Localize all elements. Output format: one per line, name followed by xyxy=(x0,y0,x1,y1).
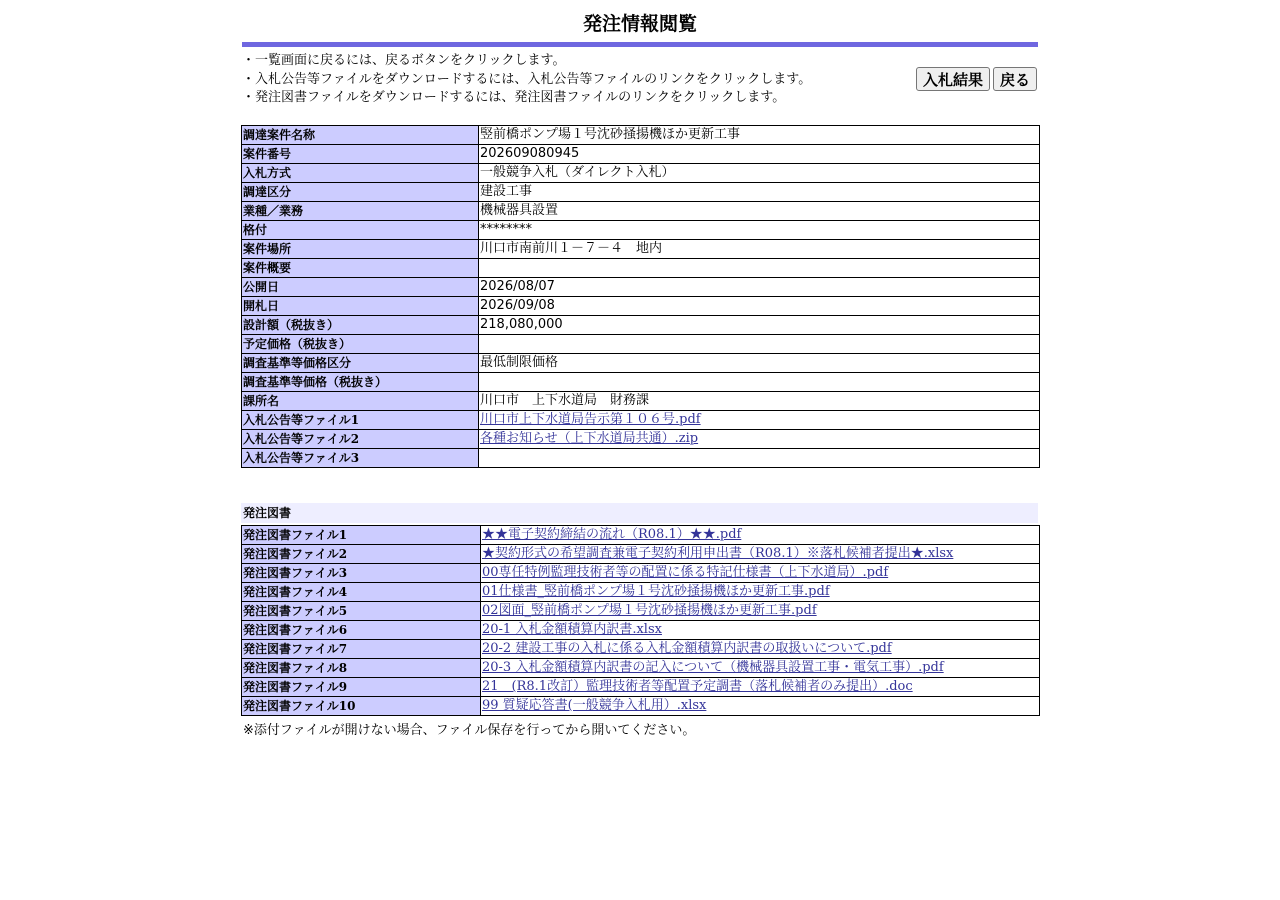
row-label: 入札公告等ファイル1 xyxy=(242,411,479,430)
row-value: 最低制限価格 xyxy=(479,354,1040,373)
file-download-link[interactable]: 99 質疑応答書(一般競争入札用）.xlsx xyxy=(482,698,707,713)
table-row xyxy=(242,392,1040,411)
table-row xyxy=(242,335,1040,354)
row-value: 一般競争入札（ダイレクト入札） xyxy=(479,164,1040,183)
row-label: 調査基準等価格（税抜き） xyxy=(242,373,479,392)
table-row xyxy=(242,297,1040,316)
row-value xyxy=(481,659,1040,678)
table-row xyxy=(242,259,1040,278)
row-value xyxy=(479,449,1040,468)
row-label: 発注図書ファイル3 xyxy=(242,564,481,583)
instruction-line: ・一覧画面に戻るには、戻るボタンをクリックします。 xyxy=(242,53,566,68)
file-download-link[interactable]: 21 (R8.1改訂）監理技術者等配置予定調書（落札候補者のみ提出）.doc xyxy=(482,679,913,694)
row-label: 開札日 xyxy=(242,297,479,316)
documents-section-heading: 発注図書 xyxy=(241,503,1038,523)
row-label: 入札公告等ファイル3 xyxy=(242,449,479,468)
row-label: 発注図書ファイル6 xyxy=(242,621,481,640)
table-row xyxy=(242,449,1040,468)
table-row xyxy=(242,697,1040,716)
row-value: 川口市南前川１－７－４ 地内 xyxy=(479,240,1040,259)
row-value: 202609080945 xyxy=(479,145,1040,164)
table-row xyxy=(242,564,1040,583)
table-row xyxy=(242,545,1040,564)
file-download-link[interactable]: 川口市上下水道局告示第１０６号.pdf xyxy=(480,412,701,427)
row-label: 発注図書ファイル1 xyxy=(242,526,481,545)
row-value xyxy=(479,430,1040,449)
row-label: 発注図書ファイル2 xyxy=(242,545,481,564)
row-value xyxy=(479,335,1040,354)
table-row xyxy=(242,602,1040,621)
row-label: 発注図書ファイル7 xyxy=(242,640,481,659)
row-label: 設計額（税抜き） xyxy=(242,316,479,335)
row-value: 竪前橋ポンプ場１号沈砂掻揚機ほか更新工事 xyxy=(479,126,1040,145)
row-value: ******** xyxy=(479,221,1040,240)
table-row xyxy=(242,526,1040,545)
table-row xyxy=(242,126,1040,145)
row-value: 川口市 上下水道局 財務課 xyxy=(479,392,1040,411)
table-row xyxy=(242,583,1040,602)
file-download-link[interactable]: ★★電子契約締結の流れ（R08.1）★★.pdf xyxy=(482,527,742,542)
table-row xyxy=(242,640,1040,659)
file-download-link[interactable]: 00専任特例監理技術者等の配置に係る特記仕様書（上下水道局）.pdf xyxy=(482,565,889,580)
table-row xyxy=(242,659,1040,678)
row-value: 建設工事 xyxy=(479,183,1040,202)
row-value: 2026/08/07 xyxy=(479,278,1040,297)
page-container xyxy=(241,0,1039,738)
table-row xyxy=(242,316,1040,335)
file-download-link[interactable]: ★契約形式の希望調査兼電子契約利用申出書（R08.1）※落札候補者提出★.xlsx xyxy=(482,546,954,561)
row-value: 218,080,000 xyxy=(479,316,1040,335)
row-value xyxy=(481,583,1040,602)
action-buttons xyxy=(913,67,1037,91)
row-value xyxy=(481,678,1040,697)
row-label: 発注図書ファイル5 xyxy=(242,602,481,621)
row-value xyxy=(481,564,1040,583)
bid-result-button[interactable]: 入札結果 xyxy=(916,67,990,91)
details-table xyxy=(241,125,1040,468)
row-value xyxy=(479,411,1040,430)
instruction-line: ・発注図書ファイルをダウンロードするには、発注図書ファイルのリンクをクリックします。 xyxy=(242,90,786,105)
row-value: 機械器具設置 xyxy=(479,202,1040,221)
table-row xyxy=(242,411,1040,430)
row-label: 格付 xyxy=(242,221,479,240)
table-row xyxy=(242,164,1040,183)
row-label: 発注図書ファイル10 xyxy=(242,697,481,716)
row-label: 入札公告等ファイル2 xyxy=(242,430,479,449)
table-row xyxy=(242,621,1040,640)
table-row xyxy=(242,373,1040,392)
row-label: 入札方式 xyxy=(242,164,479,183)
row-label: 業種／業務 xyxy=(242,202,479,221)
row-label: 調査基準等価格区分 xyxy=(242,354,479,373)
row-label: 調達区分 xyxy=(242,183,479,202)
row-label: 調達案件名称 xyxy=(242,126,479,145)
table-row xyxy=(242,278,1040,297)
row-label: 案件概要 xyxy=(242,259,479,278)
file-download-link[interactable]: 20-1 入札金額積算内訳書.xlsx xyxy=(482,622,662,637)
row-label: 発注図書ファイル9 xyxy=(242,678,481,697)
table-row xyxy=(242,678,1040,697)
row-label: 発注図書ファイル4 xyxy=(242,583,481,602)
row-value xyxy=(479,259,1040,278)
title-divider xyxy=(242,42,1038,47)
file-download-link[interactable]: 01仕様書_竪前橋ポンプ場１号沈砂掻揚機ほか更新工事.pdf xyxy=(482,584,830,599)
file-download-link[interactable]: 20-2 建設工事の入札に係る入札金額積算内訳書の取扱いについて.pdf xyxy=(482,641,892,656)
table-row xyxy=(242,240,1040,259)
row-value xyxy=(481,621,1040,640)
row-value xyxy=(481,526,1040,545)
row-value xyxy=(481,545,1040,564)
file-download-link[interactable]: 02図面_竪前橋ポンプ場１号沈砂掻揚機ほか更新工事.pdf xyxy=(482,603,817,618)
table-row xyxy=(242,183,1040,202)
documents-table xyxy=(241,525,1040,716)
back-button[interactable]: 戻る xyxy=(993,67,1037,91)
file-download-link[interactable]: 各種お知らせ（上下水道局共通）.zip xyxy=(480,431,699,446)
row-value xyxy=(479,373,1040,392)
row-value xyxy=(481,602,1040,621)
row-value xyxy=(481,697,1040,716)
instructions-area xyxy=(241,52,1039,125)
table-row xyxy=(242,145,1040,164)
row-label: 課所名 xyxy=(242,392,479,411)
page-title: 発注情報閲覧 xyxy=(582,13,697,35)
table-row xyxy=(242,430,1040,449)
instruction-line: ・入札公告等ファイルをダウンロードするには、入札公告等ファイルのリンクをクリックします。 xyxy=(242,71,812,87)
row-value xyxy=(481,640,1040,659)
table-row xyxy=(242,354,1040,373)
table-row xyxy=(242,221,1040,240)
row-label: 予定価格（税抜き） xyxy=(242,335,479,354)
row-label: 発注図書ファイル8 xyxy=(242,659,481,678)
row-label: 案件場所 xyxy=(242,240,479,259)
file-download-link[interactable]: 20-3 入札金額積算内訳書の記入について（機械器具設置工事・電気工事）.pdf xyxy=(482,660,944,675)
row-value: 2026/09/08 xyxy=(479,297,1040,316)
row-label: 公開日 xyxy=(242,278,479,297)
table-row xyxy=(242,202,1040,221)
row-label: 案件番号 xyxy=(242,145,479,164)
footer-note: ※添付ファイルが開けない場合、ファイル保存を行ってから開いてください。 xyxy=(243,723,696,738)
